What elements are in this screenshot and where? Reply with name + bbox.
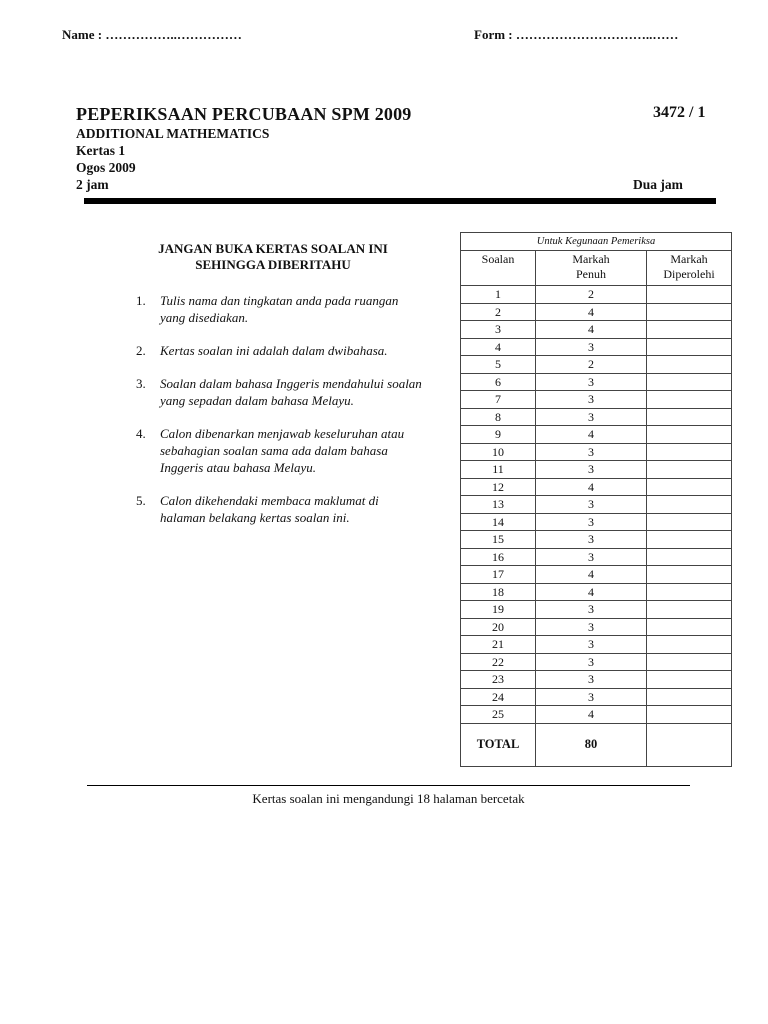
full-marks-cell: 3 bbox=[536, 531, 647, 549]
marks-table bbox=[460, 232, 732, 767]
instruction-item bbox=[136, 492, 426, 526]
question-number-cell: 17 bbox=[461, 566, 536, 584]
full-marks-cell: 2 bbox=[536, 356, 647, 374]
table-row bbox=[461, 601, 732, 619]
full-marks-cell: 3 bbox=[536, 408, 647, 426]
instruction-text: Calon dikehendaki membaca maklumat di halaman belakang kertas soalan ini. bbox=[160, 493, 379, 525]
total-value: 80 bbox=[536, 723, 647, 766]
total-row bbox=[461, 723, 732, 766]
table-row bbox=[461, 706, 732, 724]
question-number-cell: 4 bbox=[461, 338, 536, 356]
question-number-cell: 23 bbox=[461, 671, 536, 689]
marks-obtained-cell bbox=[647, 321, 732, 339]
marks-obtained-cell bbox=[647, 373, 732, 391]
question-number-cell: 7 bbox=[461, 391, 536, 409]
full-marks-cell: 4 bbox=[536, 303, 647, 321]
full-marks-cell: 4 bbox=[536, 706, 647, 724]
table-row bbox=[461, 461, 732, 479]
question-number-cell: 19 bbox=[461, 601, 536, 619]
full-marks-cell: 3 bbox=[536, 461, 647, 479]
marks-obtained-cell bbox=[647, 618, 732, 636]
table-row bbox=[461, 373, 732, 391]
full-marks-cell: 3 bbox=[536, 636, 647, 654]
question-number-cell: 18 bbox=[461, 583, 536, 601]
marks-obtained-cell bbox=[647, 391, 732, 409]
question-number-cell: 6 bbox=[461, 373, 536, 391]
question-number-cell: 22 bbox=[461, 653, 536, 671]
marks-obtained-cell bbox=[647, 513, 732, 531]
question-number-cell: 25 bbox=[461, 706, 536, 724]
table-row bbox=[461, 356, 732, 374]
name-field-line: Name : ……………..…………… bbox=[62, 27, 242, 42]
marks-obtained-cell bbox=[647, 408, 732, 426]
warning-notice bbox=[118, 241, 428, 273]
column-header-question-label: Soalan bbox=[481, 252, 515, 266]
instruction-item bbox=[136, 375, 426, 409]
instruction-number: 2. bbox=[136, 343, 146, 358]
table-row bbox=[461, 338, 732, 356]
marks-obtained-cell bbox=[647, 478, 732, 496]
full-marks-cell: 3 bbox=[536, 338, 647, 356]
marks-obtained-cell bbox=[647, 653, 732, 671]
total-obtained-cell bbox=[647, 723, 732, 766]
question-number-cell: 16 bbox=[461, 548, 536, 566]
paper-code: 3472 / 1 bbox=[653, 104, 706, 121]
full-marks-cell: 3 bbox=[536, 601, 647, 619]
instruction-item bbox=[136, 292, 426, 326]
table-row bbox=[461, 688, 732, 706]
full-marks-cell: 4 bbox=[536, 583, 647, 601]
question-number-cell: 1 bbox=[461, 286, 536, 304]
question-number-cell: 10 bbox=[461, 443, 536, 461]
subject-name: ADDITIONAL MATHEMATICS bbox=[76, 126, 270, 141]
marks-obtained-cell bbox=[647, 671, 732, 689]
table-row bbox=[461, 408, 732, 426]
full-marks-cell: 2 bbox=[536, 286, 647, 304]
marks-obtained-cell bbox=[647, 496, 732, 514]
full-marks-cell: 4 bbox=[536, 321, 647, 339]
table-row bbox=[461, 303, 732, 321]
marks-obtained-cell bbox=[647, 636, 732, 654]
table-row bbox=[461, 443, 732, 461]
full-marks-cell: 3 bbox=[536, 548, 647, 566]
marks-obtained-cell bbox=[647, 601, 732, 619]
column-header-question bbox=[461, 251, 536, 286]
question-number-cell: 12 bbox=[461, 478, 536, 496]
column-header-full-marks bbox=[536, 251, 647, 286]
paper-number: Kertas 1 bbox=[76, 143, 126, 158]
exam-duration-malay: Dua jam bbox=[633, 177, 683, 192]
marks-obtained-cell bbox=[647, 286, 732, 304]
table-row bbox=[461, 321, 732, 339]
question-number-cell: 14 bbox=[461, 513, 536, 531]
table-row bbox=[461, 618, 732, 636]
page-count-note: Kertas soalan ini mengandungi 18 halaman bercetak bbox=[252, 791, 525, 806]
instruction-item bbox=[136, 342, 426, 359]
column-header-full-marks-line1: Markah bbox=[572, 252, 610, 266]
full-marks-cell: 3 bbox=[536, 391, 647, 409]
question-number-cell: 2 bbox=[461, 303, 536, 321]
marks-obtained-cell bbox=[647, 356, 732, 374]
table-row bbox=[461, 548, 732, 566]
full-marks-cell: 3 bbox=[536, 671, 647, 689]
table-row bbox=[461, 531, 732, 549]
marks-obtained-cell bbox=[647, 688, 732, 706]
question-number-cell: 3 bbox=[461, 321, 536, 339]
full-marks-cell: 3 bbox=[536, 496, 647, 514]
instruction-text: Calon dibenarkan menjawab keseluruhan atau sebahagian soalan sama ada dalam bahasa Inggeris atau bahasa Melayu. bbox=[160, 426, 405, 475]
marks-obtained-cell bbox=[647, 461, 732, 479]
column-header-marks-obtained-line1: Markah bbox=[670, 252, 708, 266]
instruction-item bbox=[136, 425, 426, 476]
warning-line-2: SEHINGGA DIBERITAHU bbox=[195, 257, 351, 272]
question-number-cell: 13 bbox=[461, 496, 536, 514]
exam-duration: 2 jam bbox=[76, 177, 109, 192]
full-marks-cell: 3 bbox=[536, 653, 647, 671]
table-row bbox=[461, 566, 732, 584]
exam-date: Ogos 2009 bbox=[76, 160, 136, 175]
full-marks-cell: 3 bbox=[536, 618, 647, 636]
table-row bbox=[461, 426, 732, 444]
marks-obtained-cell bbox=[647, 548, 732, 566]
question-number-cell: 15 bbox=[461, 531, 536, 549]
instruction-number: 5. bbox=[136, 493, 146, 508]
table-row bbox=[461, 583, 732, 601]
instruction-text: Tulis nama dan tingkatan anda pada ruangan yang disediakan. bbox=[160, 293, 399, 325]
full-marks-cell: 3 bbox=[536, 373, 647, 391]
column-header-marks-obtained bbox=[647, 251, 732, 286]
marks-obtained-cell bbox=[647, 443, 732, 461]
marks-obtained-cell bbox=[647, 566, 732, 584]
marks-obtained-cell bbox=[647, 303, 732, 321]
instructions-list bbox=[136, 292, 426, 542]
footer-divider bbox=[87, 785, 690, 786]
full-marks-cell: 4 bbox=[536, 426, 647, 444]
question-number-cell: 9 bbox=[461, 426, 536, 444]
header-divider bbox=[84, 198, 716, 204]
marks-obtained-cell bbox=[647, 338, 732, 356]
table-row bbox=[461, 496, 732, 514]
question-number-cell: 20 bbox=[461, 618, 536, 636]
instruction-number: 1. bbox=[136, 293, 146, 308]
full-marks-cell: 3 bbox=[536, 688, 647, 706]
table-row bbox=[461, 391, 732, 409]
exam-title: PEPERIKSAAN PERCUBAAN SPM 2009 bbox=[76, 104, 412, 124]
table-row bbox=[461, 513, 732, 531]
table-row bbox=[461, 653, 732, 671]
question-number-cell: 11 bbox=[461, 461, 536, 479]
table-row bbox=[461, 636, 732, 654]
question-number-cell: 8 bbox=[461, 408, 536, 426]
table-row bbox=[461, 671, 732, 689]
marks-table-body bbox=[461, 286, 732, 724]
full-marks-cell: 4 bbox=[536, 478, 647, 496]
question-number-cell: 24 bbox=[461, 688, 536, 706]
instruction-number: 3. bbox=[136, 376, 146, 391]
table-row bbox=[461, 478, 732, 496]
marks-obtained-cell bbox=[647, 583, 732, 601]
question-number-cell: 5 bbox=[461, 356, 536, 374]
full-marks-cell: 3 bbox=[536, 443, 647, 461]
table-row bbox=[461, 286, 732, 304]
full-marks-cell: 4 bbox=[536, 566, 647, 584]
warning-line-1: JANGAN BUKA KERTAS SOALAN INI bbox=[158, 241, 388, 256]
marks-obtained-cell bbox=[647, 706, 732, 724]
table-caption: Untuk Kegunaan Pemeriksa bbox=[461, 233, 732, 251]
full-marks-cell: 3 bbox=[536, 513, 647, 531]
total-label: TOTAL bbox=[461, 723, 536, 766]
column-header-full-marks-line2: Penuh bbox=[576, 267, 606, 281]
column-header-marks-obtained-line2: Diperolehi bbox=[663, 267, 715, 281]
instruction-number: 4. bbox=[136, 426, 146, 441]
marks-obtained-cell bbox=[647, 531, 732, 549]
form-field-line: Form : …………………………..…… bbox=[474, 27, 679, 42]
question-number-cell: 21 bbox=[461, 636, 536, 654]
instruction-text: Soalan dalam bahasa Inggeris mendahului soalan yang sepadan dalam bahasa Melayu. bbox=[160, 376, 422, 408]
marks-obtained-cell bbox=[647, 426, 732, 444]
instruction-text: Kertas soalan ini adalah dalam dwibahasa. bbox=[160, 343, 388, 358]
